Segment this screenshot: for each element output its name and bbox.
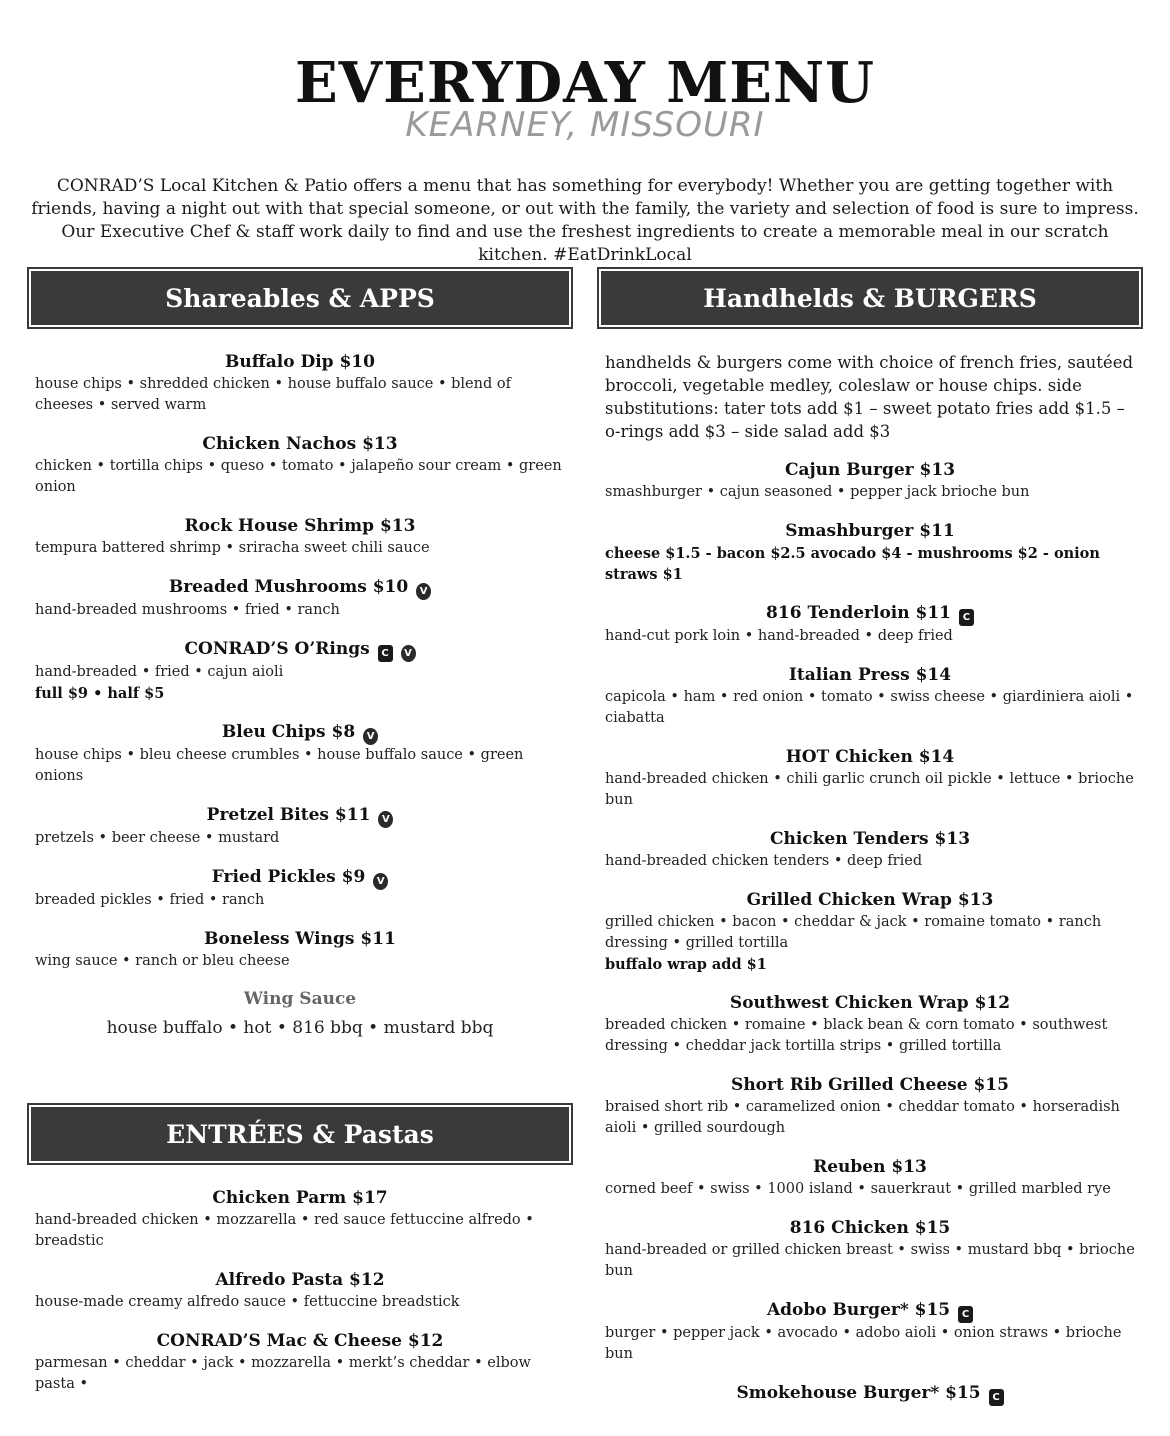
- vegetarian-icon: V: [401, 645, 416, 662]
- menu-item: [605, 1299, 1135, 1365]
- section-title: Shareables & APPS: [31, 271, 569, 325]
- vegetarian-icon: V: [363, 728, 378, 745]
- item-name: Fried Pickles $9: [211, 867, 366, 887]
- menu-item: [605, 746, 1135, 811]
- item-name: Short Rib Grilled Cheese $15: [731, 1075, 1009, 1095]
- item-name-row: [35, 866, 565, 890]
- item-name-row: [35, 638, 565, 662]
- conrads-signature-icon: C: [378, 645, 393, 662]
- menu-item: [35, 1330, 565, 1395]
- section-title: Handhelds & BURGERS: [601, 271, 1139, 325]
- section-header-handhelds: [597, 267, 1143, 329]
- item-name-row: [605, 602, 1135, 626]
- item-name: Reuben $13: [813, 1157, 927, 1177]
- item-name: 816 Chicken $15: [789, 1218, 951, 1238]
- section-header-shareables: [27, 267, 573, 329]
- menu-item: [35, 576, 565, 621]
- item-name: Chicken Tenders $13: [769, 829, 971, 849]
- item-name: CONRAD’S Mac & Cheese $12: [156, 1331, 444, 1351]
- wing-sauce-list: house buffalo • hot • 816 bbq • mustard bbq: [106, 1018, 494, 1038]
- vegetarian-icon: V: [416, 583, 431, 600]
- item-name: Smokehouse Burger* $15: [736, 1383, 981, 1403]
- menu-header: [0, 50, 1170, 145]
- menu-item: [35, 804, 565, 849]
- menu-item: [35, 515, 565, 559]
- item-description: hand-cut pork loin • hand-breaded • deep fried: [605, 628, 953, 644]
- menu-title: EVERYDAY MENU: [295, 50, 875, 116]
- item-description: hand-breaded • fried • cajun aioli: [35, 664, 284, 680]
- item-description: burger • pepper jack • avocado • adobo aioli • onion straws • brioche bun: [605, 1325, 1122, 1362]
- item-pricing: full $9 • half $5: [35, 685, 165, 702]
- menu-item: [35, 433, 565, 498]
- item-name: Alfredo Pasta $12: [215, 1270, 385, 1290]
- menu-item: [605, 1156, 1135, 1200]
- item-name: Southwest Chicken Wrap $12: [729, 993, 1011, 1013]
- conrads-signature-icon: C: [959, 609, 974, 626]
- item-description: hand-breaded chicken • chili garlic crunch oil pickle • lettuce • brioche bun: [605, 771, 1134, 808]
- menu-item: [605, 992, 1135, 1057]
- right-column: [597, 267, 1143, 1423]
- item-description: pretzels • beer cheese • mustard: [35, 830, 280, 846]
- left-column: [27, 267, 573, 1412]
- menu-item: [605, 1074, 1135, 1139]
- menu-item: [605, 520, 1135, 585]
- item-addons: cheese $1.5 - bacon $2.5 avocado $4 - mushrooms $2 - onion straws $1: [605, 545, 1100, 583]
- item-name-row: [35, 804, 565, 828]
- menu-item: [35, 1187, 565, 1252]
- item-description: wing sauce • ranch or bleu cheese: [35, 953, 290, 969]
- menu-intro: CONRAD’S Local Kitchen & Patio offers a menu that has something for everybody! Whether you are getting together with friends, having a night out with that special someone, or out with the family, the variety and selection of food is sure to impress. Our Executive Chef & staff work daily to find and use the freshest ingredients to create a memorable meal in our scratch kitchen. #EatDrinkLocal: [31, 176, 1139, 265]
- item-name-row: [35, 721, 565, 745]
- item-name: Italian Press $14: [788, 665, 952, 685]
- item-name: Breaded Mushrooms $10: [168, 577, 409, 597]
- item-description: hand-breaded chicken • mozzarella • red sauce fettuccine alfredo • breadstic: [35, 1212, 534, 1249]
- spacer: [27, 1041, 573, 1103]
- item-name: Cajun Burger $13: [784, 460, 956, 480]
- item-name: Pretzel Bites $11: [206, 805, 371, 825]
- menu-item: [605, 828, 1135, 872]
- item-name: Buffalo Dip $10: [225, 352, 375, 372]
- item-description: breaded pickles • fried • ranch: [35, 892, 265, 908]
- menu-item: [35, 928, 565, 972]
- item-description: hand-breaded mushrooms • fried • ranch: [35, 602, 340, 618]
- item-name-row: [605, 1299, 1135, 1323]
- item-description: hand-breaded chicken tenders • deep fried: [605, 853, 923, 869]
- item-name: Bleu Chips $8: [221, 722, 356, 742]
- item-name: Chicken Parm $17: [212, 1188, 388, 1208]
- menu-item: [605, 664, 1135, 729]
- item-addons: buffalo wrap add $1: [605, 956, 767, 973]
- item-description: breaded chicken • romaine • black bean & corn tomato • southwest dressing • cheddar jack tortilla strips • grilled tortilla: [605, 1017, 1108, 1054]
- item-description: chicken • tortilla chips • queso • tomato • jalapeño sour cream • green onion: [35, 458, 562, 495]
- item-name: HOT Chicken $14: [785, 747, 955, 767]
- item-name: Boneless Wings $11: [204, 929, 396, 949]
- menu-item: [35, 1269, 565, 1313]
- menu-item: [605, 1382, 1135, 1406]
- menu-item: [35, 638, 565, 704]
- conrads-signature-icon: C: [989, 1389, 1004, 1406]
- item-description: corned beef • swiss • 1000 island • sauerkraut • grilled marbled rye: [605, 1181, 1111, 1197]
- section-title: ENTRÉES & Pastas: [31, 1107, 569, 1161]
- item-name-row: [605, 1382, 1135, 1406]
- item-name: Chicken Nachos $13: [202, 434, 398, 454]
- item-description: smashburger • cajun seasoned • pepper jack brioche bun: [605, 484, 1030, 500]
- vegetarian-icon: V: [373, 873, 388, 890]
- menu-item: [35, 866, 565, 911]
- item-description: parmesan • cheddar • jack • mozzarella • merkt’s cheddar • elbow pasta •: [35, 1355, 531, 1392]
- item-name: Grilled Chicken Wrap $13: [746, 890, 994, 910]
- item-description: capicola • ham • red onion • tomato • swiss cheese • giardiniera aioli • ciabatta: [605, 689, 1134, 726]
- menu-item: [605, 1217, 1135, 1282]
- menu-location: KEARNEY, MISSOURI: [405, 105, 765, 145]
- item-name-row: [35, 576, 565, 600]
- handhelds-intro: handhelds & burgers come with choice of french fries, sautéed broccoli, vegetable medley, coleslaw or house chips. side substitutions: tater tots add $1 – sweet potato fries add $1.5 – o-rings add $3 – side salad add $3: [605, 353, 1134, 441]
- menu-item: [605, 889, 1135, 975]
- item-description: house-made creamy alfredo sauce • fettuccine breadstick: [35, 1294, 460, 1310]
- item-name: 816 Tenderloin $11: [766, 603, 952, 623]
- menu-item: [605, 459, 1135, 503]
- item-name: CONRAD’S O’Rings: [184, 639, 370, 659]
- menu-item: [35, 721, 565, 787]
- item-description: grilled chicken • bacon • cheddar & jack • romaine tomato • ranch dressing • grilled tortilla: [605, 914, 1102, 951]
- wing-sauce-title: Wing Sauce: [243, 989, 357, 1009]
- section-header-entrees: [27, 1103, 573, 1165]
- item-name: Smashburger $11: [785, 521, 955, 541]
- menu-item: [605, 602, 1135, 647]
- item-description: tempura battered shrimp • sriracha sweet chili sauce: [35, 540, 430, 556]
- item-description: hand-breaded or grilled chicken breast • swiss • mustard bbq • brioche bun: [605, 1242, 1135, 1279]
- item-name: Adobo Burger* $15: [766, 1300, 951, 1320]
- item-description: braised short rib • caramelized onion • cheddar tomato • horseradish aioli • grilled sourdough: [605, 1099, 1120, 1136]
- menu-item: [35, 351, 565, 416]
- item-description: house chips • bleu cheese crumbles • house buffalo sauce • green onions: [35, 747, 524, 784]
- item-description: house chips • shredded chicken • house buffalo sauce • blend of cheeses • served warm: [35, 376, 511, 413]
- vegetarian-icon: V: [378, 811, 393, 828]
- item-name: Rock House Shrimp $13: [184, 516, 416, 536]
- conrads-signature-icon: C: [958, 1306, 973, 1323]
